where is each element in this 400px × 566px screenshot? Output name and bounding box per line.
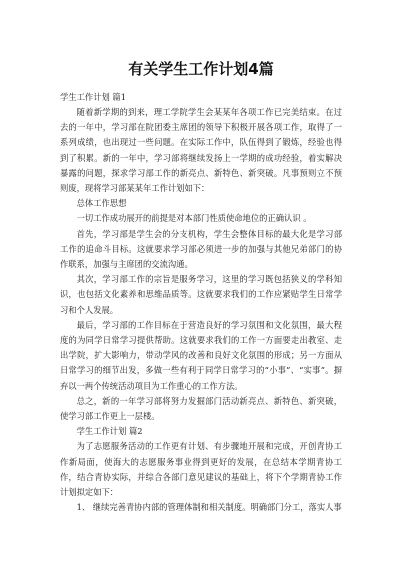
section-heading-1: 学生工作计划 篇1 [60,92,126,102]
paragraph-second: 其次，学习部工作的宗旨是服务学习，这里的学习既包括狭义的学科知识，也包括文化素养和思维品质等。这就要求我们的工作应紧贴学生日常学习和个人发展。 [60,274,342,315]
paragraph-summary: 总之，新的一年学习部将努力发掘部门活动新亮点、新特色、新突破，使学习部工作更上一层楼。 [60,395,342,422]
paragraph-plan-intro: 为了志愿服务活动的工作更有计划、有步骤地开展和完成，开创青协工作新局面，使海大的志愿服务事业得到更好的发展，在总结本学期青协工作，结合青协实际，并综合各部门意见建议的基础上，将下个学期青协工作计划拟定如下： [60,441,342,498]
paragraph-premise: 一切工作成功展开的前提是对本部门性质使命地位的正确认识 。 [76,213,312,224]
section-heading-2: 学生工作计划 篇2 [76,426,143,437]
paragraph-item-1: 1、 继续完善青协内部的管理体制和相关制度。明确部门分工，落实人事 [76,502,342,513]
document-title: 有关学生工作计划4篇 [128,60,274,78]
paragraph-intro: 随着新学期的到来，理工学院学生会某某年各项工作已完美结束。在过去的一年中，学习部在院团委主席团的领导下积极开展各项工作，取得了一系列成绩，也出现过一些问题。在实际工作中，队伍得到了锻炼，经验也得到了积累。新的一年中，学习部将继续发扬上一学期的成功经验，着实解决暴露的问题，探求学习部工作的新亮点、新特色、新突破。凡事预则立不预则废，现将学习部某某年工作计划如下： [60,107,342,194]
paragraph-first: 首先，学习部是学生会的分支机构，学生会整体目标的最大化是学习部工作的追命斗目标。这就要求学习部必须进一步的加强与其他兄弟部门的协作联系，加强与主席团的交流沟通。 [60,228,342,270]
paragraph-last: 最后，学习部的工作目标在于营造良好的学习氛围和文化氛围，最大程度的为同学日常学习提供帮助。这就要求我们的工作一方面要走出教室、走出学院，扩大影响力，带动学风的改善和良好文化氛围的形成；另一方面从日常学习的细节出发，多做一些有利于同学日常学习的“小事”、“实事”。摒弃以一两个传统活动项目为工作重心的工作方法。 [60,319,342,391]
subheading-overall: 总体工作思想 [76,198,127,209]
